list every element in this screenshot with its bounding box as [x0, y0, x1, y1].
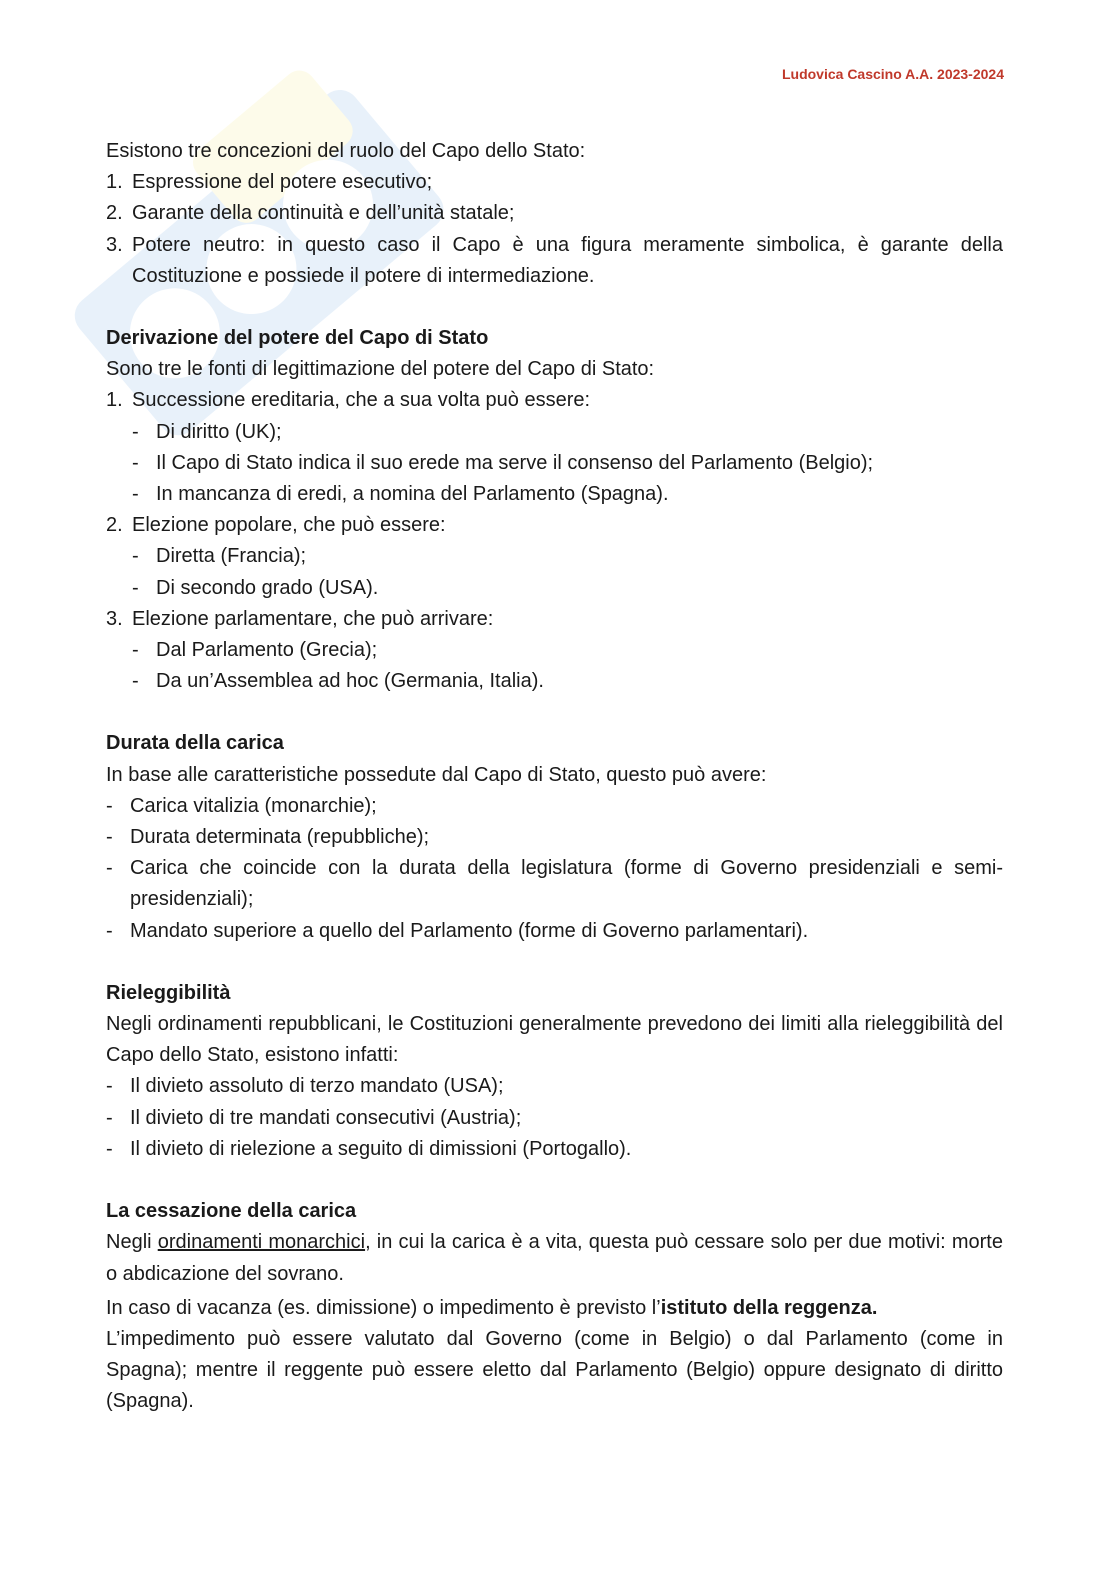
- section-heading: Derivazione del potere del Capo di Stato: [106, 327, 489, 350]
- section1-intro: Esistono tre concezioni del ruolo del Capo dello Stato:: [106, 140, 586, 162]
- section2-intro: Sono tre le fonti di legittimazione del potere del Capo di Stato:: [106, 358, 655, 381]
- sub-list-item: - Dal Parlamento (Grecia);: [132, 639, 378, 662]
- list-item: - Il divieto assoluto di terzo mandato (USA);: [106, 1075, 504, 1098]
- paragraph: In caso di vacanza (es. dimissione) o impedimento è previsto l’istituto della reggenza.: [106, 1296, 878, 1319]
- list-item: 1. Espressione del potere esecutivo;: [106, 171, 433, 194]
- list-item: 2. Elezione popolare, che può essere:: [106, 514, 446, 537]
- sub-list-item: - Diretta (Francia);: [132, 545, 307, 568]
- document-header: Ludovica Cascino A.A. 2023-2024: [781, 66, 1004, 82]
- list-item: - Mandato superiore a quello del Parlamento (forme di Governo parlamentari).: [106, 919, 809, 942]
- sub-list-item: - In mancanza di eredi, a nomina del Parlamento (Spagna).: [132, 483, 669, 506]
- list-item: - Il divieto di rielezione a seguito di dimissioni (Portogallo).: [106, 1137, 632, 1160]
- document-body: [106, 136, 1003, 1418]
- sub-list-item: - Il Capo di Stato indica il suo erede ma serve il consenso del Parlamento (Belgio);: [132, 451, 874, 474]
- list-item: 3. Potere neutro: in questo caso il Capo è una figura meramente simbolica, è garante della Costituzione e possiede il potere di intermediazione.: [106, 233, 1003, 287]
- underlined-term: ordinamenti monarchici: [157, 1231, 366, 1254]
- list-item: - Carica vitalizia (monarchie);: [106, 794, 377, 817]
- section4-intro: Negli ordinamenti repubblicani, le Costituzioni generalmente prevedono dei limiti alla rieleggibilità del Capo dello Stato, esistono infatti:: [106, 1013, 1003, 1067]
- section3-intro: In base alle caratteristiche possedute dal Capo di Stato, questo può avere:: [106, 763, 767, 786]
- list-item: 2. Garante della continuità e dell’unità statale;: [106, 202, 515, 225]
- list-item: 1. Successione ereditaria, che a sua volta può essere:: [106, 389, 591, 412]
- list-item: - Il divieto di tre mandati consecutivi (Austria);: [106, 1106, 522, 1129]
- sub-list-item: - Di secondo grado (USA).: [132, 576, 379, 599]
- list-item: - Carica che coincide con la durata della legislatura (forme di Governo presidenziali e semi-presidenziali);: [106, 857, 1003, 911]
- section-heading: La cessazione della carica: [106, 1200, 357, 1223]
- paragraph: Negli ordinamenti monarchici, in cui la carica è a vita, questa può cessare solo per due motivi: morte o abdicazione del sovrano.: [106, 1231, 1003, 1285]
- paragraph: L’impedimento può essere valutato dal Governo (come in Belgio) o dal Parlamento (come in Spagna); mentre il reggente può essere eletto dal Parlamento (Belgio) oppure designato di diritto (Spagna).: [106, 1327, 1003, 1413]
- sub-list-item: - Da un’Assemblea ad hoc (Germania, Italia).: [132, 670, 544, 693]
- bold-term: istituto della reggenza.: [660, 1296, 878, 1319]
- sub-list-item: - Di diritto (UK);: [132, 420, 282, 443]
- list-item: - Durata determinata (repubbliche);: [106, 826, 430, 849]
- section-heading: Durata della carica: [106, 732, 284, 755]
- section-heading: Rieleggibilità: [106, 981, 231, 1004]
- list-item: 3. Elezione parlamentare, che può arrivare:: [106, 607, 494, 630]
